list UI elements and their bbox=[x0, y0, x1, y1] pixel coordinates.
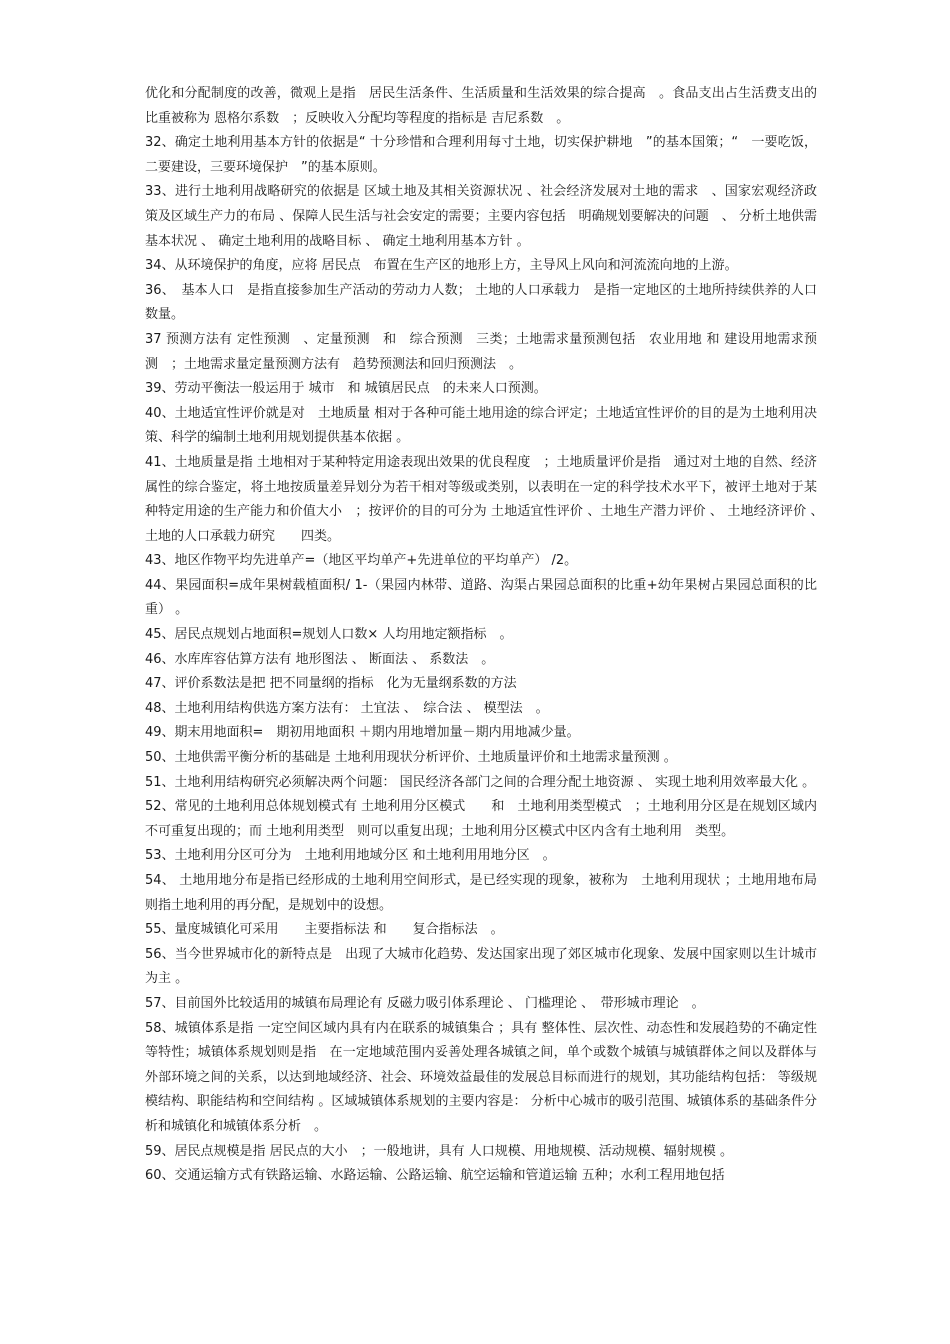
paragraph-48: 48、土地利用结构供选方案方法有： 土宜法 、 综合法 、 模型法 。 bbox=[145, 700, 549, 716]
paragraph-40: 40、土地适宜性评价就是对 土地质量 相对于各种可能土地用途的综合评定；土地适宜性评价的目的是为土地利用决策、科学的编制土地利用规划提供基本依据 。 bbox=[145, 405, 817, 446]
paragraph-59: 59、居民点规模是指 居民点的大小 ；一般地讲，具有 人口规模、用地规模、活动规模、辐射规模 。 bbox=[145, 1143, 733, 1159]
paragraph-37: 37 预测方法有 定性预测 、定量预测 和 综合预测 三类；土地需求量预测包括 农业用地 和 建设用地需求预测 ；土地需求量定量预测方法有 趋势预测法和回归预测法 。 bbox=[145, 331, 817, 372]
paragraph-39: 39、劳动平衡法一般运用于 城市 和 城镇居民点 的未来人口预测。 bbox=[145, 381, 547, 397]
paragraph-60: 60、交通运输方式有铁路运输、水路运输、公路运输、航空运输和管道运输 五种；水利工程用地包括 bbox=[145, 1168, 725, 1184]
paragraph-33: 33、进行土地利用战略研究的依据是 区域土地及其相关资源状况 、社会经济发展对土地的需求 、国家宏观经济政策及区域生产力的布局 、保障人民生活与社会安定的需要；主要内容包括 明确规划要解决的问题 、 分析土地供需基本状况 、 确定土地利用的战略目标 、 确定土地利用基本方针 。 bbox=[145, 184, 817, 249]
paragraph-44: 44、果园面积=成年果树载植面积/ 1-（果园内林带、道路、沟渠占果园总面积的比重+幼年果树占果园总面积的比重） 。 bbox=[145, 577, 817, 618]
paragraph-36: 36、 基本人口 是指直接参加生产活动的劳动力人数； 土地的人口承载力 是指一定地区的土地所持续供养的人口数量。 bbox=[145, 282, 817, 323]
paragraph-intro: 优化和分配制度的改善，微观上是指 居民生活条件、生活质量和生活效果的综合提高 。食品支出占生活费支出的比重被称为 恩格尔系数 ；反映收入分配均等程度的指标是 吉尼系数 。 bbox=[145, 86, 817, 126]
paragraph-32: 32、确定土地利用基本方针的依据是“ 十分珍惜和合理利用每寸土地，切实保护耕地 ”的基本国策；“ 一要吃饭，二要建设，三要环境保护 ”的基本原则。 bbox=[145, 135, 817, 175]
paragraph-43: 43、地区作物平均先进单产=（地区平均单产+先进单位的平均单产） /2。 bbox=[145, 553, 578, 569]
paragraph-41: 41、土地质量是指 土地相对于某种特定用途表现出效果的优良程度 ；土地质量评价是指 通过对土地的自然、经济属性的综合鉴定，将土地按质量差异划分为若干相对等级或类别，以表明在一定的科学技术水平下，被评土地对于某种特定用途的生产能力和价值大小 ；按评价的目的可分为 土地适宜性评价 、土地生产潜力评价 、 土地经济评价 、 土地的人口承载力研究 四类。 bbox=[145, 454, 831, 544]
paragraph-54: 54、 土地用地分布是指已经形成的土地利用空间形式，是已经实现的现象，被称为 土地利用现状 ；土地用地布局 则指土地利用的再分配，是规划中的设想。 bbox=[145, 873, 831, 913]
paragraph-57: 57、目前国外比较适用的城镇布局理论有 反磁力吸引体系理论 、 门槛理论 、 带形城市理论 。 bbox=[145, 995, 705, 1011]
paragraph-49: 49、期末用地面积= 期初用地面积 ＋期内用地增加量－期内用地减少量。 bbox=[145, 725, 580, 741]
paragraph-51: 51、土地利用结构研究必须解决两个问题： 国民经济各部门之间的合理分配土地资源 、 实现土地利用效率最大化 。 bbox=[145, 774, 816, 790]
paragraph-34: 34、从环境保护的角度，应将 居民点 布置在生产区的地形上方，主导风上风向和河流流向地的上游。 bbox=[145, 258, 738, 274]
paragraph-53: 53、土地利用分区可分为 土地利用地域分区 和土地利用用地分区 。 bbox=[145, 848, 556, 864]
paragraph-56: 56、当今世界城市化的新特点是 出现了大城市化趋势、发达国家出现了郊区城市化现象、发展中国家则以生计城市为主 。 bbox=[145, 946, 817, 987]
paragraph-55: 55、量度城镇化可采用 主要指标法 和 复合指标法 。 bbox=[145, 922, 504, 938]
document-page bbox=[145, 82, 831, 1189]
paragraph-45: 45、居民点规划占地面积=规划人口数× 人均用地定额指标 。 bbox=[145, 627, 513, 643]
paragraph-50: 50、土地供需平衡分析的基础是 土地利用现状分析评价、土地质量评价和土地需求量预测 。 bbox=[145, 750, 677, 766]
paragraph-46: 46、水库库容估算方法有 地形图法 、 断面法 、 系数法 。 bbox=[145, 651, 495, 667]
paragraph-58: 58、城镇体系是指 一定空间区域内具有内在联系的城镇集合 ；具有 整体性、层次性、动态性和发展趋势的不确定性 等特性；城镇体系规划则是指 在一定地域范围内妥善处理各城镇之间，单个或数个城镇与城镇群体之间以及群体与外部环境之间的关系，以达到地域经济、社会、环境效益最佳的发展总目标而进行的规划，其功能结构包括： 等级规模结构、职能结构和空间结构 。区域城镇体系规划的主要内容是： 分析中心城市的吸引范围、城镇体系的基础条件分析和城镇化和城镇体系分析 。 bbox=[145, 1020, 831, 1134]
paragraph-52: 52、常见的土地利用总体规划模式有 土地利用分区模式 和 土地利用类型模式 ；土地利用分区是在规划区域内不可重复出现的；而 土地利用类型 则可以重复出现；土地利用分区模式中区内含有土地利用 类型。 bbox=[145, 799, 817, 839]
paragraph-47: 47、评价系数法是把 把不同量纲的指标 化为无量纲系数的方法 bbox=[145, 676, 517, 692]
